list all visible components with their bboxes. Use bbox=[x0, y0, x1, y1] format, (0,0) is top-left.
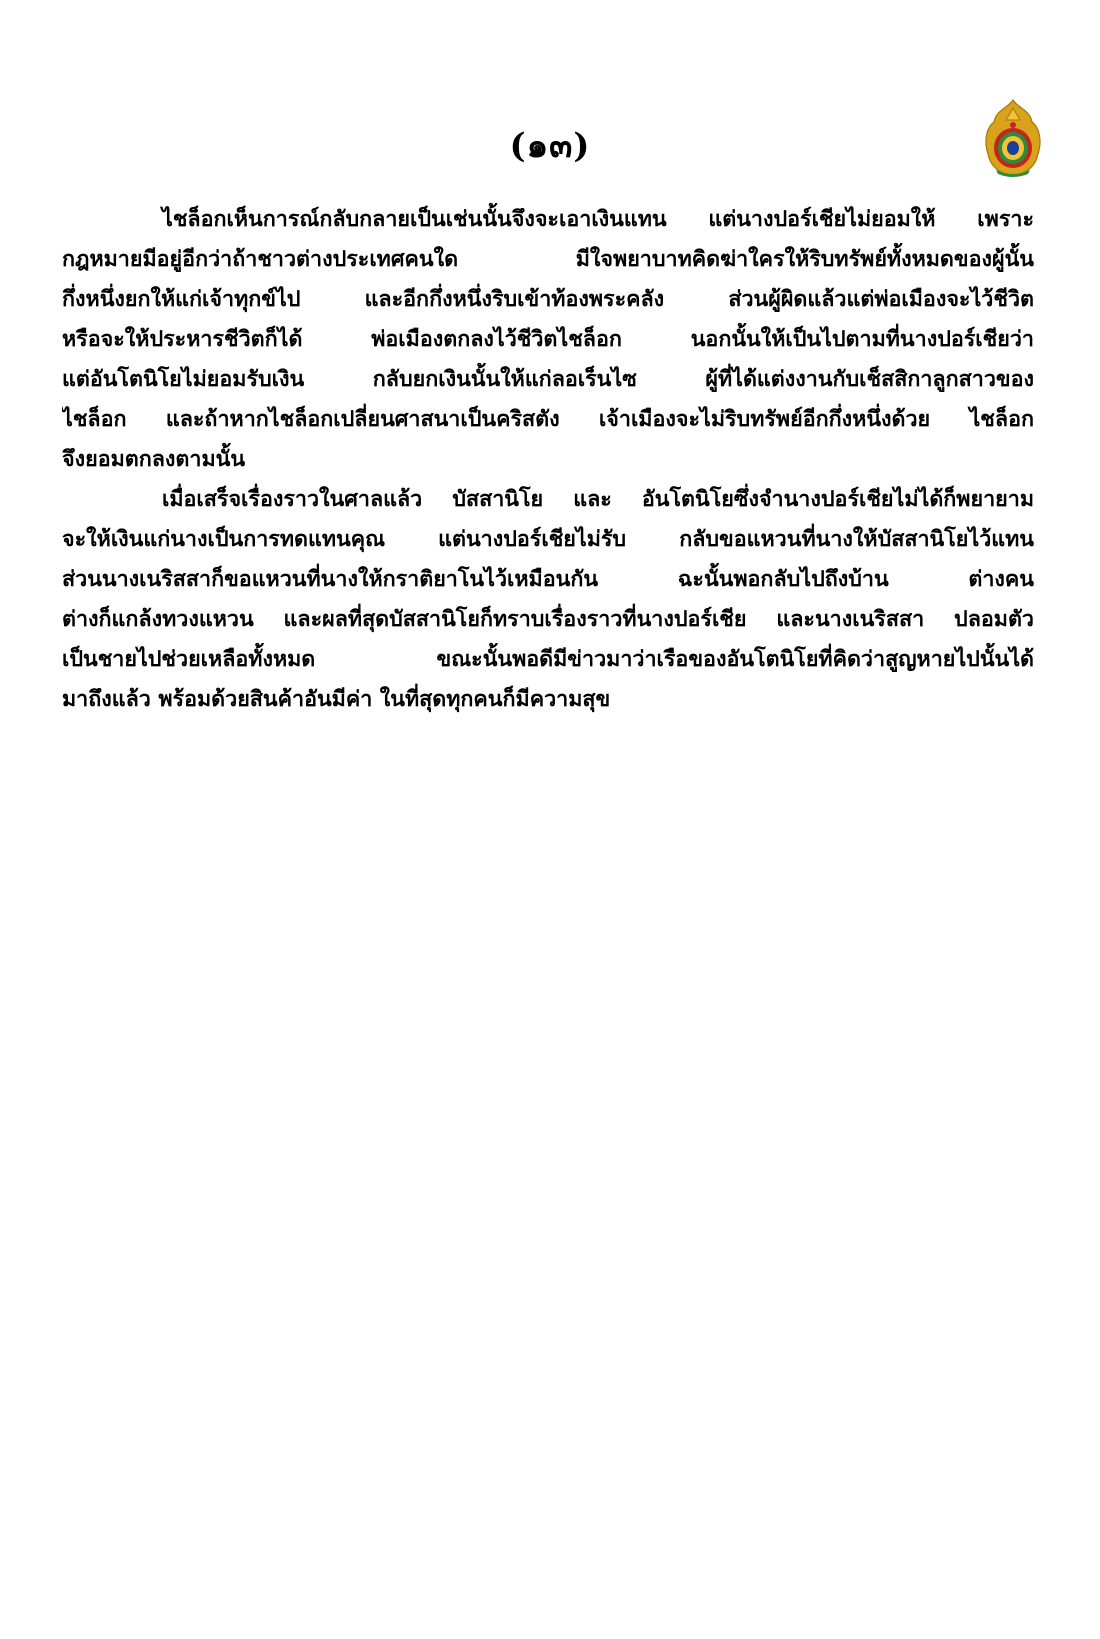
paragraph-line: ไชล็อกเห็นการณ์กลับกลายเป็นเช่นนั้นจึงจะเอาเงินแทน แต่นางปอร์เชียไม่ยอมให้ เพราะ bbox=[162, 207, 1034, 232]
paragraph-line: เมื่อเสร็จเรื่องราวในศาลแล้ว บัสสานิโย และ อันโตนิโยซึ่งจำนางปอร์เชียไม่ได้ก็พยายาม bbox=[162, 487, 1034, 512]
paragraph-line: หรือจะให้ประหารชีวิตก็ได้ พ่อเมืองตกลงไว้ชีวิตไชล็อก นอกนั้นให้เป็นไปตามที่นางปอร์เชียว่า bbox=[62, 327, 1034, 352]
paragraph-line: จึงยอมตกลงตามนั้น bbox=[62, 447, 246, 472]
paragraph-line: ไชล็อก และถ้าหากไชล็อกเปลี่ยนศาสนาเป็นคริสตัง เจ้าเมืองจะไม่ริบทรัพย์อีกกึ่งหนึ่งด้วย ไชล็อก bbox=[62, 407, 1034, 432]
emblem-icon bbox=[982, 98, 1044, 178]
paragraph-line: เป็นชายไปช่วยเหลือทั้งหมด ขณะนั้นพอดีมีข่าวมาว่าเรือของอันโตนิโยที่คิดว่าสูญหายไปนั้นได้ bbox=[62, 647, 1034, 672]
document-body bbox=[62, 200, 1034, 720]
paragraph-line: กฎหมายมีอยู่อีกว่าถ้าชาวต่างประเทศคนใด มีใจพยาบาทคิดฆ่าใครให้ริบทรัพย์ทั้งหมดของผู้นั้น bbox=[62, 247, 1034, 272]
paragraph-line: กึ่งหนึ่งยกให้แก่เจ้าทุกข์ไป และอีกกึ่งหนึ่งริบเข้าท้องพระคลัง ส่วนผู้ผิดแล้วแต่พ่อเมืองจะไว้ชีวิต bbox=[62, 287, 1034, 312]
paragraph-line: จะให้เงินแก่นางเป็นการทดแทนคุณ แต่นางปอร์เชียไม่รับ กลับขอแหวนที่นางให้บัสสานิโยไว้แทน bbox=[62, 527, 1034, 552]
paragraph-line: มาถึงแล้ว พร้อมด้วยสินค้าอันมีค่า ในที่สุดทุกคนก็มีความสุข bbox=[62, 687, 611, 712]
paragraph-1 bbox=[62, 200, 1034, 480]
paragraph-line: แต่อันโตนิโยไม่ยอมรับเงิน กลับยกเงินนั้นให้แก่ลอเร็นไซ ผู้ที่ได้แต่งงานกับเช็สสิกาลูกสาวของ bbox=[62, 367, 1034, 392]
page-number: (๑๓) bbox=[509, 126, 591, 166]
paragraph-2 bbox=[62, 480, 1034, 720]
paragraph-line: ต่างก็แกล้งทวงแหวน และผลที่สุดบัสสานิโยก็ทราบเรื่องราวที่นางปอร์เชีย และนางเนริสสา ปลอมตัว bbox=[62, 607, 1034, 632]
paragraph-line: ส่วนนางเนริสสาก็ขอแหวนที่นางให้กราติยาโนไว้เหมือนกัน ฉะนั้นพอกลับไปถึงบ้าน ต่างคน bbox=[62, 567, 1034, 592]
